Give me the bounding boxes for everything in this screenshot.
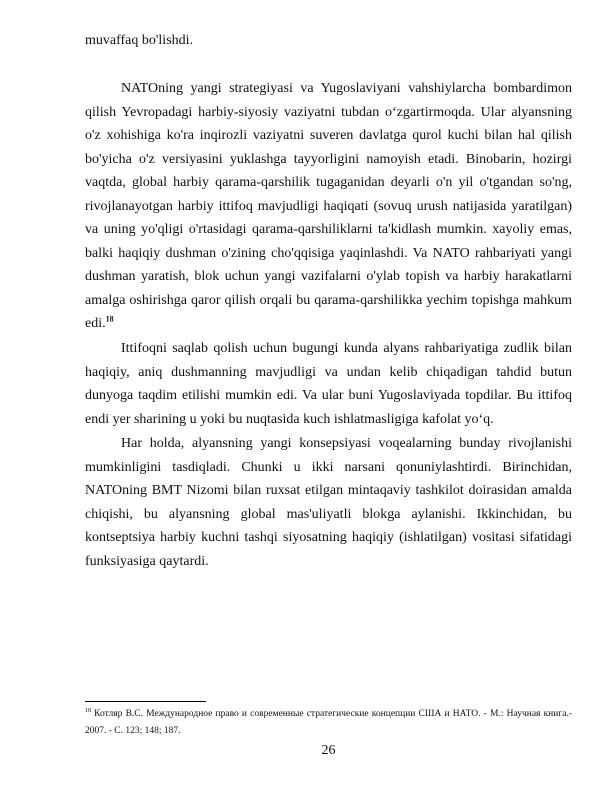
- paragraph-nato-strategy: [85, 77, 572, 336]
- paragraph-new-concept: Har holda, alyansning yangi konsepsiyasi voqealarning bunday rivojlanishi mumkinligini tasdiqladi. Chunki u ikki narsani qonuniylashtirdi. Birinchidan, NATOning BMT Nizomi bilan ruxsat etilgan mintaqaviy tashkilot doirasidan amalda chiqishi, bu alyansning global mas'uliyatli blokga aylanishi. Ikkinchidan, bu kontseptsiya harbiy kuchni tashqi siyosatning haqiqiy (ishlatilgan) vositasi sifatidagi funksiyasiga qaytardi.: [85, 436, 572, 569]
- footnote-divider: [85, 701, 206, 702]
- continuation-line: muvaffaq bo'lishdi.: [85, 33, 194, 48]
- page-number: 26: [321, 743, 336, 758]
- footnote-text: Котляр В.С. Международное право и современные стратегические концепции США и НАТО. - М.: Научная книга.- 2007. - С. 123; 148; 187.: [85, 709, 572, 736]
- footnote-reference[interactable]: 18: [105, 314, 114, 324]
- footnote-number: 18: [85, 707, 91, 714]
- paragraph-text: NATOning yangi strategiyasi va Yugoslaviyani vahshiylarcha bombardimon qilish Yevropadagi harbiy-siyosiy vaziyatni tubdan o‘zgartirmoqda. Ular alyansning o'z xohishiga ko'ra inqirozli vaziyatni suveren davlatga qurol kuchi bilan hal qilish bo'yicha o'z versiyasini yuklashga tayyorligini namoyish etadi. Binobarin, hozirgi vaqtda, global harbiy qarama-qarshilik tugaganidan deyarli o'n yil o'tgandan so'ng, rivojlanayotgan harbiy ittifoq mavjudligi haqiqati (sovuq urush natijasida yaratilgan) va uning yo'qligi o'rtasidagi qarama-qarshiliklarni ta'kidlash mumkin. xayoliy emas, balki haqiqiy dushman o'zining cho'qqisiga yaqinlashdi. Va NATO rahbariyati yangi dushman yaratish, blok uchun yangi vazifalarni o'ylab topish va harbiy harakatlarni amalga oshirishga qaror qilish orqali bu qarama-qarshilikka yechim topishga mahkum edi.: [85, 81, 572, 331]
- paragraph-alliance-enemy: Ittifoqni saqlab qolish uchun bugungi kunda alyans rahbariyatiga zudlik bilan haqiqiy, aniq dushmanning mavjudligi va undan kelib chiqadigan tahdid butun dunyoga taqdim etilishi mumkin edi. Va ular buni Yugoslaviyada topdilar. Bu ittifoq endi yer sharining u yoki bu nuqtasida kuch ishlatmasligiga kafolat yo‘q.: [85, 341, 572, 427]
- footnote: [85, 706, 572, 740]
